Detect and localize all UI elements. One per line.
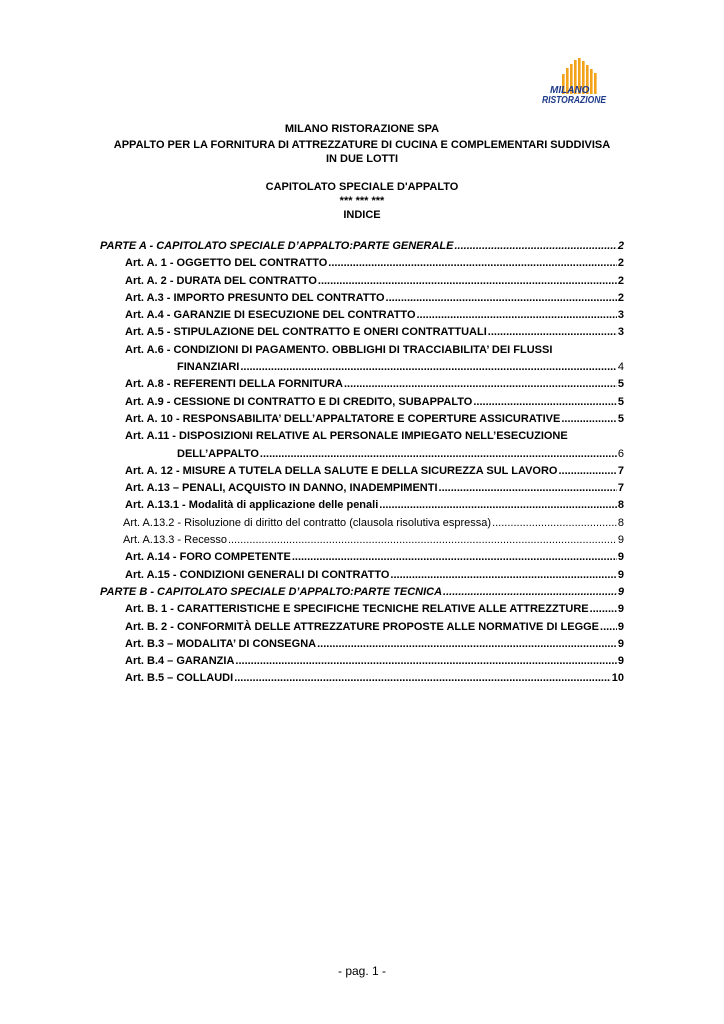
index-title: INDICE <box>343 209 381 221</box>
toc-entry[interactable] <box>100 411 624 428</box>
toc-page: 9 <box>617 620 624 633</box>
toc-entry[interactable] <box>100 549 624 566</box>
toc-label: Art. A.13.2 - Risoluzione di diritto del contratto (clausola risolutiva espressa) <box>123 516 492 529</box>
toc-page: 3 <box>617 309 624 322</box>
toc-entry[interactable] <box>100 480 624 497</box>
toc-label: PARTE A - CAPITOLATO SPECIALE D’APPALTO:PARTE GENERALE <box>100 240 454 252</box>
toc-page: 9 <box>617 603 624 616</box>
toc-label: Art. B. 2 - CONFORMITÀ DELLE ATTREZZATURE PROPOSTE ALLE NORMATIVE DI LEGGE <box>125 620 600 633</box>
toc-page: 9 <box>617 585 624 598</box>
toc-label: Art. B. 1 - CARATTERISTICHE E SPECIFICHE TECNICHE RELATIVE ALLE ATTREZZTURE <box>125 603 589 616</box>
toc-label: Art. A. 1 - OGGETTO DEL CONTRATTO <box>125 257 328 270</box>
toc-entry[interactable] <box>100 428 624 463</box>
toc-page: 9 <box>617 568 624 581</box>
toc-entry[interactable] <box>100 532 624 549</box>
toc-label: Art. A.9 - CESSIONE DI CONTRATTO E DI CREDITO, SUBAPPALTO <box>125 395 473 408</box>
toc-entry[interactable] <box>100 342 624 377</box>
document-title: CAPITOLATO SPECIALE D'APPALTO <box>265 181 459 193</box>
toc-page: 6 <box>617 447 624 460</box>
toc-page: 4 <box>617 361 624 374</box>
toc-page: 8 <box>617 516 624 529</box>
toc-label: PARTE B - CAPITOLATO SPECIALE D’APPALTO:PARTE TECNICA <box>100 585 443 598</box>
logo-line2: RISTORAZIONE <box>542 95 607 106</box>
toc-entry[interactable] <box>100 619 624 636</box>
toc-page: 9 <box>617 637 624 650</box>
toc-page: 2 <box>617 274 624 287</box>
toc-entry[interactable] <box>100 307 624 324</box>
toc-page: 5 <box>617 378 624 391</box>
toc-label: Art. A.8 - REFERENTI DELLA FORNITURA <box>125 378 343 391</box>
toc-page: 2 <box>617 257 624 270</box>
toc-entry[interactable] <box>100 394 624 411</box>
toc-label-continued: DELL’APPALTO <box>177 447 259 460</box>
toc-page: 9 <box>617 655 624 668</box>
toc-page: 5 <box>617 412 624 425</box>
toc-page: 8 <box>617 499 624 512</box>
toc-entry[interactable] <box>100 601 624 618</box>
toc-entry[interactable] <box>100 636 624 653</box>
toc-label: Art. A.13 – PENALI, ACQUISTO IN DANNO, INADEMPIMENTI <box>125 482 438 495</box>
toc-page: 3 <box>617 326 624 339</box>
toc-label: Art. B.4 – GARANZIA <box>125 655 235 668</box>
toc-label: Art. A.4 - GARANZIE DI ESECUZIONE DEL CONTRATTO <box>125 309 416 322</box>
toc-label: Art. A.15 - CONDIZIONI GENERALI DI CONTRATTO <box>125 568 390 581</box>
toc-label: Art. A.11 - DISPOSIZIONI RELATIVE AL PERSONALE IMPIEGATO NELL’ESECUZIONE <box>125 430 568 443</box>
subject-line-1: APPALTO PER LA FORNITURA DI ATTREZZATURE DI CUCINA E COMPLEMENTARI SUDDIVISA <box>113 139 611 151</box>
separator-stars: *** *** *** <box>339 195 385 207</box>
toc-entry[interactable] <box>100 290 624 307</box>
page-number: - pag. 1 - <box>337 964 387 978</box>
toc-page: 10 <box>611 672 624 685</box>
toc-page: 9 <box>617 534 624 547</box>
toc-label: Art. A.13.3 - Recesso <box>123 534 227 547</box>
toc-page: 2 <box>617 240 624 252</box>
toc-label-continued: FINANZIARI <box>177 361 240 374</box>
toc-label: Art. A. 12 - MISURE A TUTELA DELLA SALUTE E DELLA SICUREZZA SUL LAVORO <box>125 464 558 477</box>
toc-page: 9 <box>617 551 624 564</box>
toc-label: Art. A.5 - STIPULAZIONE DEL CONTRATTO E ONERI CONTRATTUALI <box>125 326 487 339</box>
toc-label: Art. A. 10 - RESPONSABILITA’ DELL’APPALTATORE E COPERTURE ASSICURATIVE <box>125 412 561 425</box>
table-of-contents <box>100 238 624 688</box>
toc-entry[interactable] <box>100 238 624 255</box>
toc-label: Art. A. 2 - DURATA DEL CONTRATTO <box>125 274 317 287</box>
toc-entry[interactable] <box>100 376 624 393</box>
toc-label: Art. A.14 - FORO COMPETENTE <box>125 551 291 564</box>
toc-page: 7 <box>617 464 624 477</box>
company-name: MILANO RISTORAZIONE SPA <box>284 123 440 135</box>
toc-entry[interactable] <box>100 584 624 601</box>
toc-page: 7 <box>617 482 624 495</box>
toc-entry[interactable] <box>100 497 624 514</box>
toc-entry[interactable] <box>100 273 624 290</box>
toc-entry[interactable] <box>100 670 624 687</box>
milano-ristorazione-logo <box>540 56 614 108</box>
toc-label: Art. A.6 - CONDIZIONI DI PAGAMENTO. OBBLIGHI DI TRACCIABILITA’ DEI FLUSSI <box>125 343 553 356</box>
logo-line1: MILANO <box>550 85 590 96</box>
toc-entry[interactable] <box>100 515 624 532</box>
toc-label: Art. A.13.1 - Modalità di applicazione delle penali <box>125 499 379 512</box>
toc-entry[interactable] <box>100 567 624 584</box>
toc-entry[interactable] <box>100 653 624 670</box>
toc-page: 5 <box>617 395 624 408</box>
toc-page: 2 <box>617 291 624 304</box>
toc-entry[interactable] <box>100 255 624 272</box>
toc-label: Art. A.3 - IMPORTO PRESUNTO DEL CONTRATTO <box>125 291 385 304</box>
toc-label: Art. B.5 – COLLAUDI <box>125 672 234 685</box>
toc-entry[interactable] <box>100 324 624 341</box>
toc-label: Art. B.3 – MODALITA’ DI CONSEGNA <box>125 637 317 650</box>
toc-entry[interactable] <box>100 463 624 480</box>
subject-line-2: IN DUE LOTTI <box>325 153 399 165</box>
